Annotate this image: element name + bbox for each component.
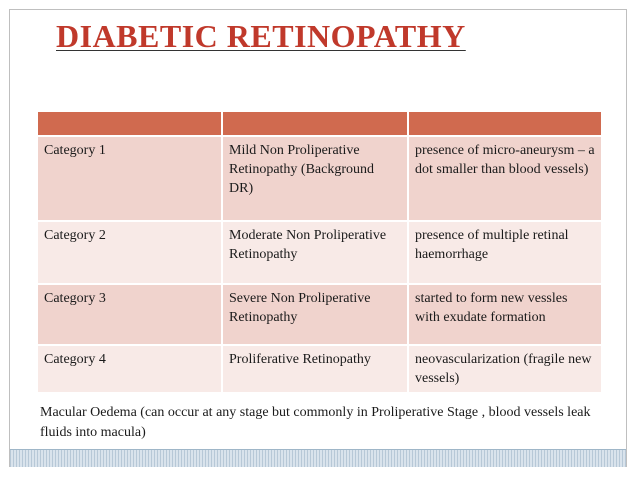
category-cell: Category 2 bbox=[38, 221, 222, 284]
header-cell bbox=[408, 112, 601, 136]
description-cell: presence of micro-aneurysm – a dot smaller than blood vessels) bbox=[408, 136, 601, 221]
macular-oedema-note: Macular Oedema (can occur at any stage but commonly in Proliperative Stage , blood vessels leak fluids into macula) bbox=[40, 405, 591, 440]
stage-cell: Mild Non Proliperative Retinopathy (Background DR) bbox=[222, 136, 408, 221]
header-cell bbox=[38, 112, 222, 136]
stage-cell: Severe Non Proliperative Retinopathy bbox=[222, 284, 408, 345]
stage-cell: Proliferative Retinopathy bbox=[222, 345, 408, 393]
slide-footer-bar bbox=[10, 449, 626, 467]
description-cell: started to form new vessles with exudate formation bbox=[408, 284, 601, 345]
table-row bbox=[38, 345, 601, 393]
slide-title: DIABETIC RETINOPATHY bbox=[56, 18, 466, 54]
description-cell: neovascularization (fragile new vessels) bbox=[408, 345, 601, 393]
header-cell bbox=[222, 112, 408, 136]
table-row bbox=[38, 284, 601, 345]
category-cell: Category 3 bbox=[38, 284, 222, 345]
table-header-row bbox=[38, 112, 601, 136]
stage-cell: Moderate Non Proliperative Retinopathy bbox=[222, 221, 408, 284]
category-cell: Category 1 bbox=[38, 136, 222, 221]
category-cell: Category 4 bbox=[38, 345, 222, 393]
table-row bbox=[38, 136, 601, 221]
retinopathy-table bbox=[38, 112, 601, 394]
description-cell: presence of multiple retinal haemorrhage bbox=[408, 221, 601, 284]
table-row bbox=[38, 221, 601, 284]
